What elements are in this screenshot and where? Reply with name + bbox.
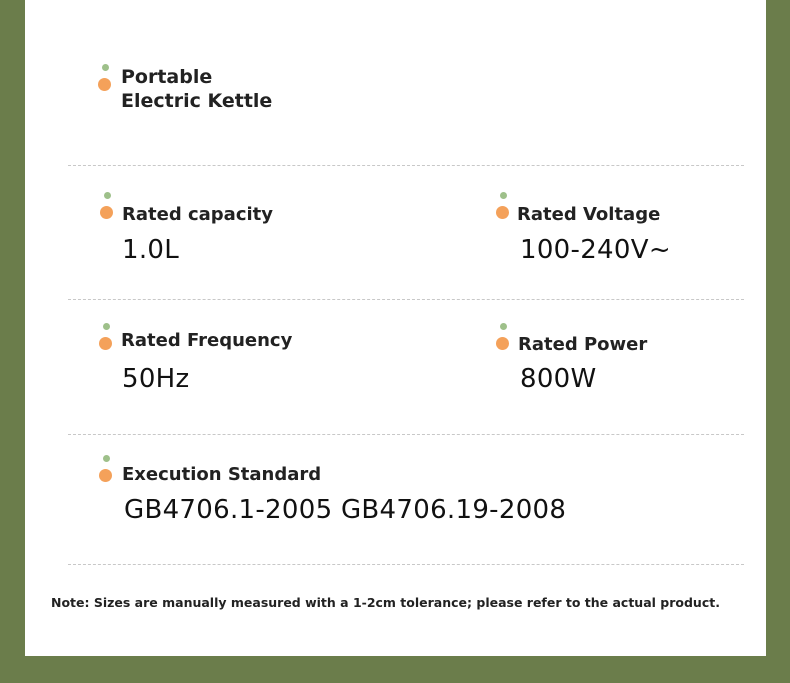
- green-dot-icon: [102, 64, 109, 71]
- green-dot-icon: [500, 192, 507, 199]
- divider: [68, 564, 744, 565]
- green-dot-icon: [103, 323, 110, 330]
- orange-dot-icon: [496, 206, 509, 219]
- spec-label-standard: Execution Standard: [122, 464, 322, 485]
- divider: [68, 165, 744, 166]
- product-title-line2: Electric Kettle: [121, 89, 273, 112]
- green-dot-icon: [103, 455, 110, 462]
- orange-dot-icon: [496, 337, 509, 350]
- divider: [68, 299, 744, 300]
- orange-dot-icon: [100, 206, 113, 219]
- spec-card: [25, 0, 766, 656]
- spec-value-frequency: 50Hz: [122, 364, 190, 394]
- bullet-dots-icon: [98, 64, 114, 94]
- orange-dot-icon: [98, 78, 111, 91]
- divider: [68, 434, 744, 435]
- bullet-dots-icon: [100, 192, 116, 222]
- spec-value-standard: GB4706.1-2005 GB4706.19-2008: [124, 495, 567, 525]
- spec-value-power: 800W: [520, 364, 597, 394]
- bullet-dots-icon: [99, 455, 115, 485]
- spec-value-voltage: 100-240V~: [520, 235, 671, 265]
- spec-label-power: Rated Power: [518, 334, 648, 355]
- orange-dot-icon: [99, 469, 112, 482]
- spec-label-voltage: Rated Voltage: [517, 204, 661, 225]
- disclaimer-note: Note: Sizes are manually measured with a 1-2cm tolerance; please refer to the actual product.: [51, 595, 720, 610]
- product-title: [121, 66, 272, 114]
- bullet-dots-icon: [496, 323, 512, 353]
- orange-dot-icon: [99, 337, 112, 350]
- spec-label-capacity: Rated capacity: [122, 204, 273, 225]
- product-title-line1: Portable: [121, 66, 213, 88]
- green-dot-icon: [104, 192, 111, 199]
- spec-value-capacity: 1.0L: [122, 235, 180, 265]
- spec-label-frequency: Rated Frequency: [121, 330, 293, 351]
- green-dot-icon: [500, 323, 507, 330]
- bullet-dots-icon: [99, 323, 115, 353]
- bullet-dots-icon: [496, 192, 512, 222]
